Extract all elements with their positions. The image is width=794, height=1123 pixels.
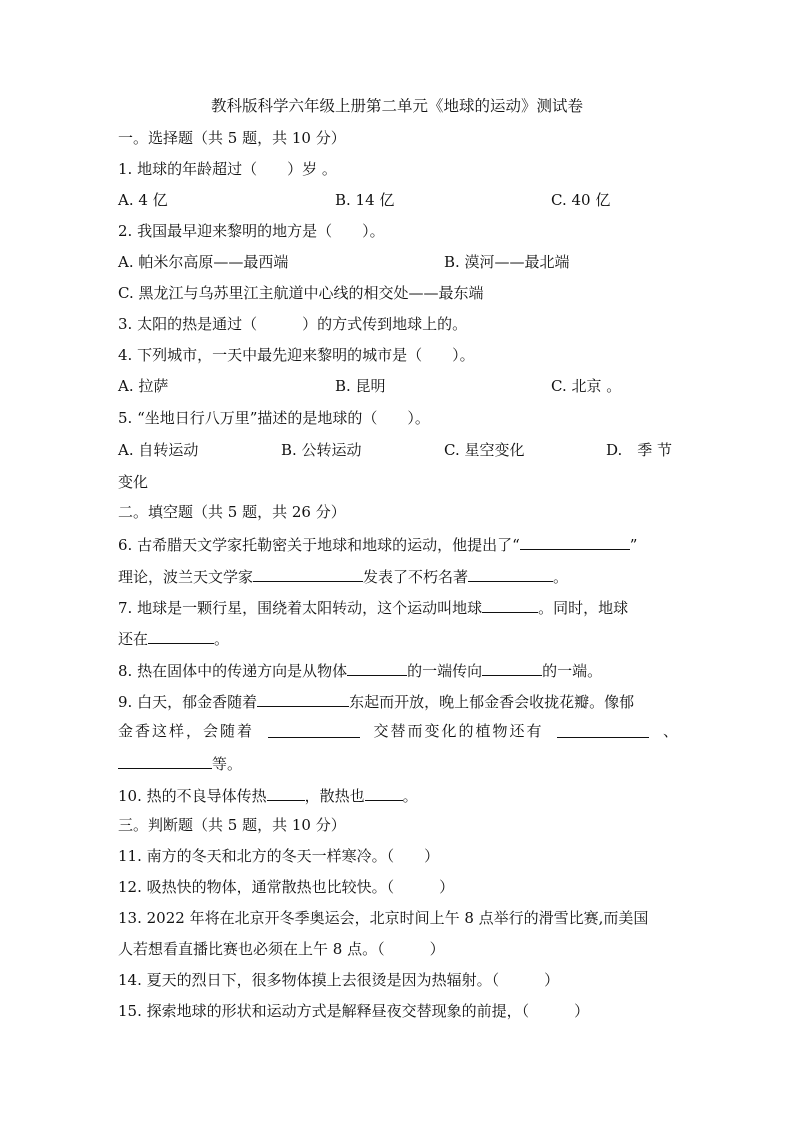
q7-text-3: 还在 (118, 630, 149, 648)
q7-blank-1[interactable] (482, 596, 538, 613)
q10-blank-2[interactable] (365, 784, 403, 801)
q7-text-1: 7. 地球是一颗行星，围绕着太阳转动，这个运动叫地球 (118, 599, 483, 617)
q2-option-a: A. 帕米尔高原——最西端 (118, 253, 289, 271)
q1-option-b: B. 14 亿 (335, 191, 395, 209)
q6-line1 (118, 533, 637, 555)
section1-heading: 一。选择题（共 5 题，共 10 分） (118, 129, 346, 147)
q9-line1 (118, 690, 634, 712)
q5-option-b: B. 公转运动 (281, 441, 362, 459)
q8-text-1: 8. 热在固体中的传递方向是从物体 (118, 662, 348, 680)
q6-text-4: 发表了不朽名著 (363, 568, 469, 586)
q11-stem: 11. 南方的冬天和北方的冬天一样寒冷。（ ） (118, 847, 440, 865)
q3-stem: 3. 太阳的热是通过（ ）的方式传到地球上的。 (118, 315, 468, 333)
q2-option-c: C. 黑龙江与乌苏里江主航道中心线的相交处——最东端 (118, 284, 484, 302)
q2-option-b: B. 漠河——最北端 (444, 253, 570, 271)
q10-blank-1[interactable] (267, 784, 305, 801)
section3-heading: 三。判断题（共 5 题，共 10 分） (118, 816, 346, 834)
q1-option-a: A. 4 亿 (118, 191, 168, 209)
q9-text-4: 交替而变化的植物还有 (373, 722, 544, 740)
q10-line (118, 784, 418, 806)
q9-line2 (118, 721, 678, 741)
q9-blank-3[interactable] (557, 721, 649, 738)
q8-blank-2[interactable] (482, 659, 542, 676)
q13-stem-line2: 人若想看直播比赛也必须在上午 8 点。（ ） (118, 940, 445, 958)
q1-stem: 1. 地球的年龄超过（ ）岁 。 (118, 160, 337, 178)
q7-line2 (118, 627, 229, 649)
q9-text-2: 东起而开放，晚上郁金香会收拢花瓣。像郁 (349, 693, 635, 711)
q6-blank-1[interactable] (520, 533, 630, 550)
q7-text-4: 。 (214, 630, 230, 648)
q6-text-5: 。 (553, 568, 569, 586)
q10-text-2: ，散热也 (304, 787, 365, 805)
q6-line2 (118, 565, 568, 587)
q6-text-3: 理论，波兰天文学家 (118, 568, 254, 586)
q4-option-c: C. 北京 。 (551, 377, 622, 395)
q4-option-b: B. 昆明 (335, 377, 386, 395)
q13-stem-line1: 13. 2022 年将在北京开冬季奥运会，北京时间上午 8 点举行的滑雪比赛,而美国 (118, 909, 649, 927)
q6-blank-2[interactable] (253, 565, 363, 582)
q4-stem: 4. 下列城市，一天中最先迎来黎明的城市是（ ）。 (118, 346, 475, 364)
q8-line (118, 659, 602, 681)
q5-option-d: D. 季 节 (606, 441, 673, 459)
q9-blank-2[interactable] (268, 721, 360, 738)
q15-stem: 15. 探索地球的形状和运动方式是解释昼夜交替现象的前提，（ ） (118, 1002, 590, 1020)
q7-text-2: 。同时，地球 (538, 599, 629, 617)
q5-option-a: A. 自转运动 (118, 441, 199, 459)
q8-text-2: 的一端传向 (407, 662, 483, 680)
exam-title: 教科版科学六年级上册第二单元《地球的运动》测试卷 (210, 97, 583, 115)
q5-option-d-continuation: 变化 (118, 473, 149, 491)
q9-blank-1[interactable] (257, 690, 349, 707)
q5-stem: 5. “坐地日行八万里”描述的是地球的（ ）。 (118, 409, 430, 427)
q9-text-1: 9. 白天，郁金香随着 (118, 693, 258, 711)
q6-text-1: 6. 古希腊天文学家托勒密关于地球和地球的运动，他提出了“ (118, 536, 520, 554)
q6-text-2: ” (629, 536, 638, 554)
q8-blank-1[interactable] (347, 659, 407, 676)
q7-line1 (118, 596, 628, 618)
q9-text-3: 金香这样，会随着 (118, 722, 255, 740)
q6-blank-3[interactable] (468, 565, 553, 582)
q9-blank-4[interactable] (118, 752, 212, 769)
q10-text-1: 10. 热的不良导体传热 (118, 787, 267, 805)
q14-stem: 14. 夏天的烈日下，很多物体摸上去很烫是因为热辐射。（ ） (118, 971, 560, 989)
q4-option-a: A. 拉萨 (118, 377, 169, 395)
q1-option-c: C. 40 亿 (551, 191, 611, 209)
q7-blank-2[interactable] (148, 627, 214, 644)
q9-text-6: 等。 (212, 755, 243, 773)
section2-heading: 二。填空题（共 5 题，共 26 分） (118, 503, 346, 521)
q8-text-3: 的一端。 (542, 662, 603, 680)
q10-text-3: 。 (402, 787, 418, 805)
q9-line3 (118, 752, 242, 774)
q2-stem: 2. 我国最早迎来黎明的地方是（ ）。 (118, 222, 385, 240)
q12-stem: 12. 吸热快的物体，通常散热也比较快。（ ） (118, 878, 455, 896)
q5-option-c: C. 星空变化 (444, 441, 525, 459)
q9-text-5: 、 (662, 722, 678, 740)
